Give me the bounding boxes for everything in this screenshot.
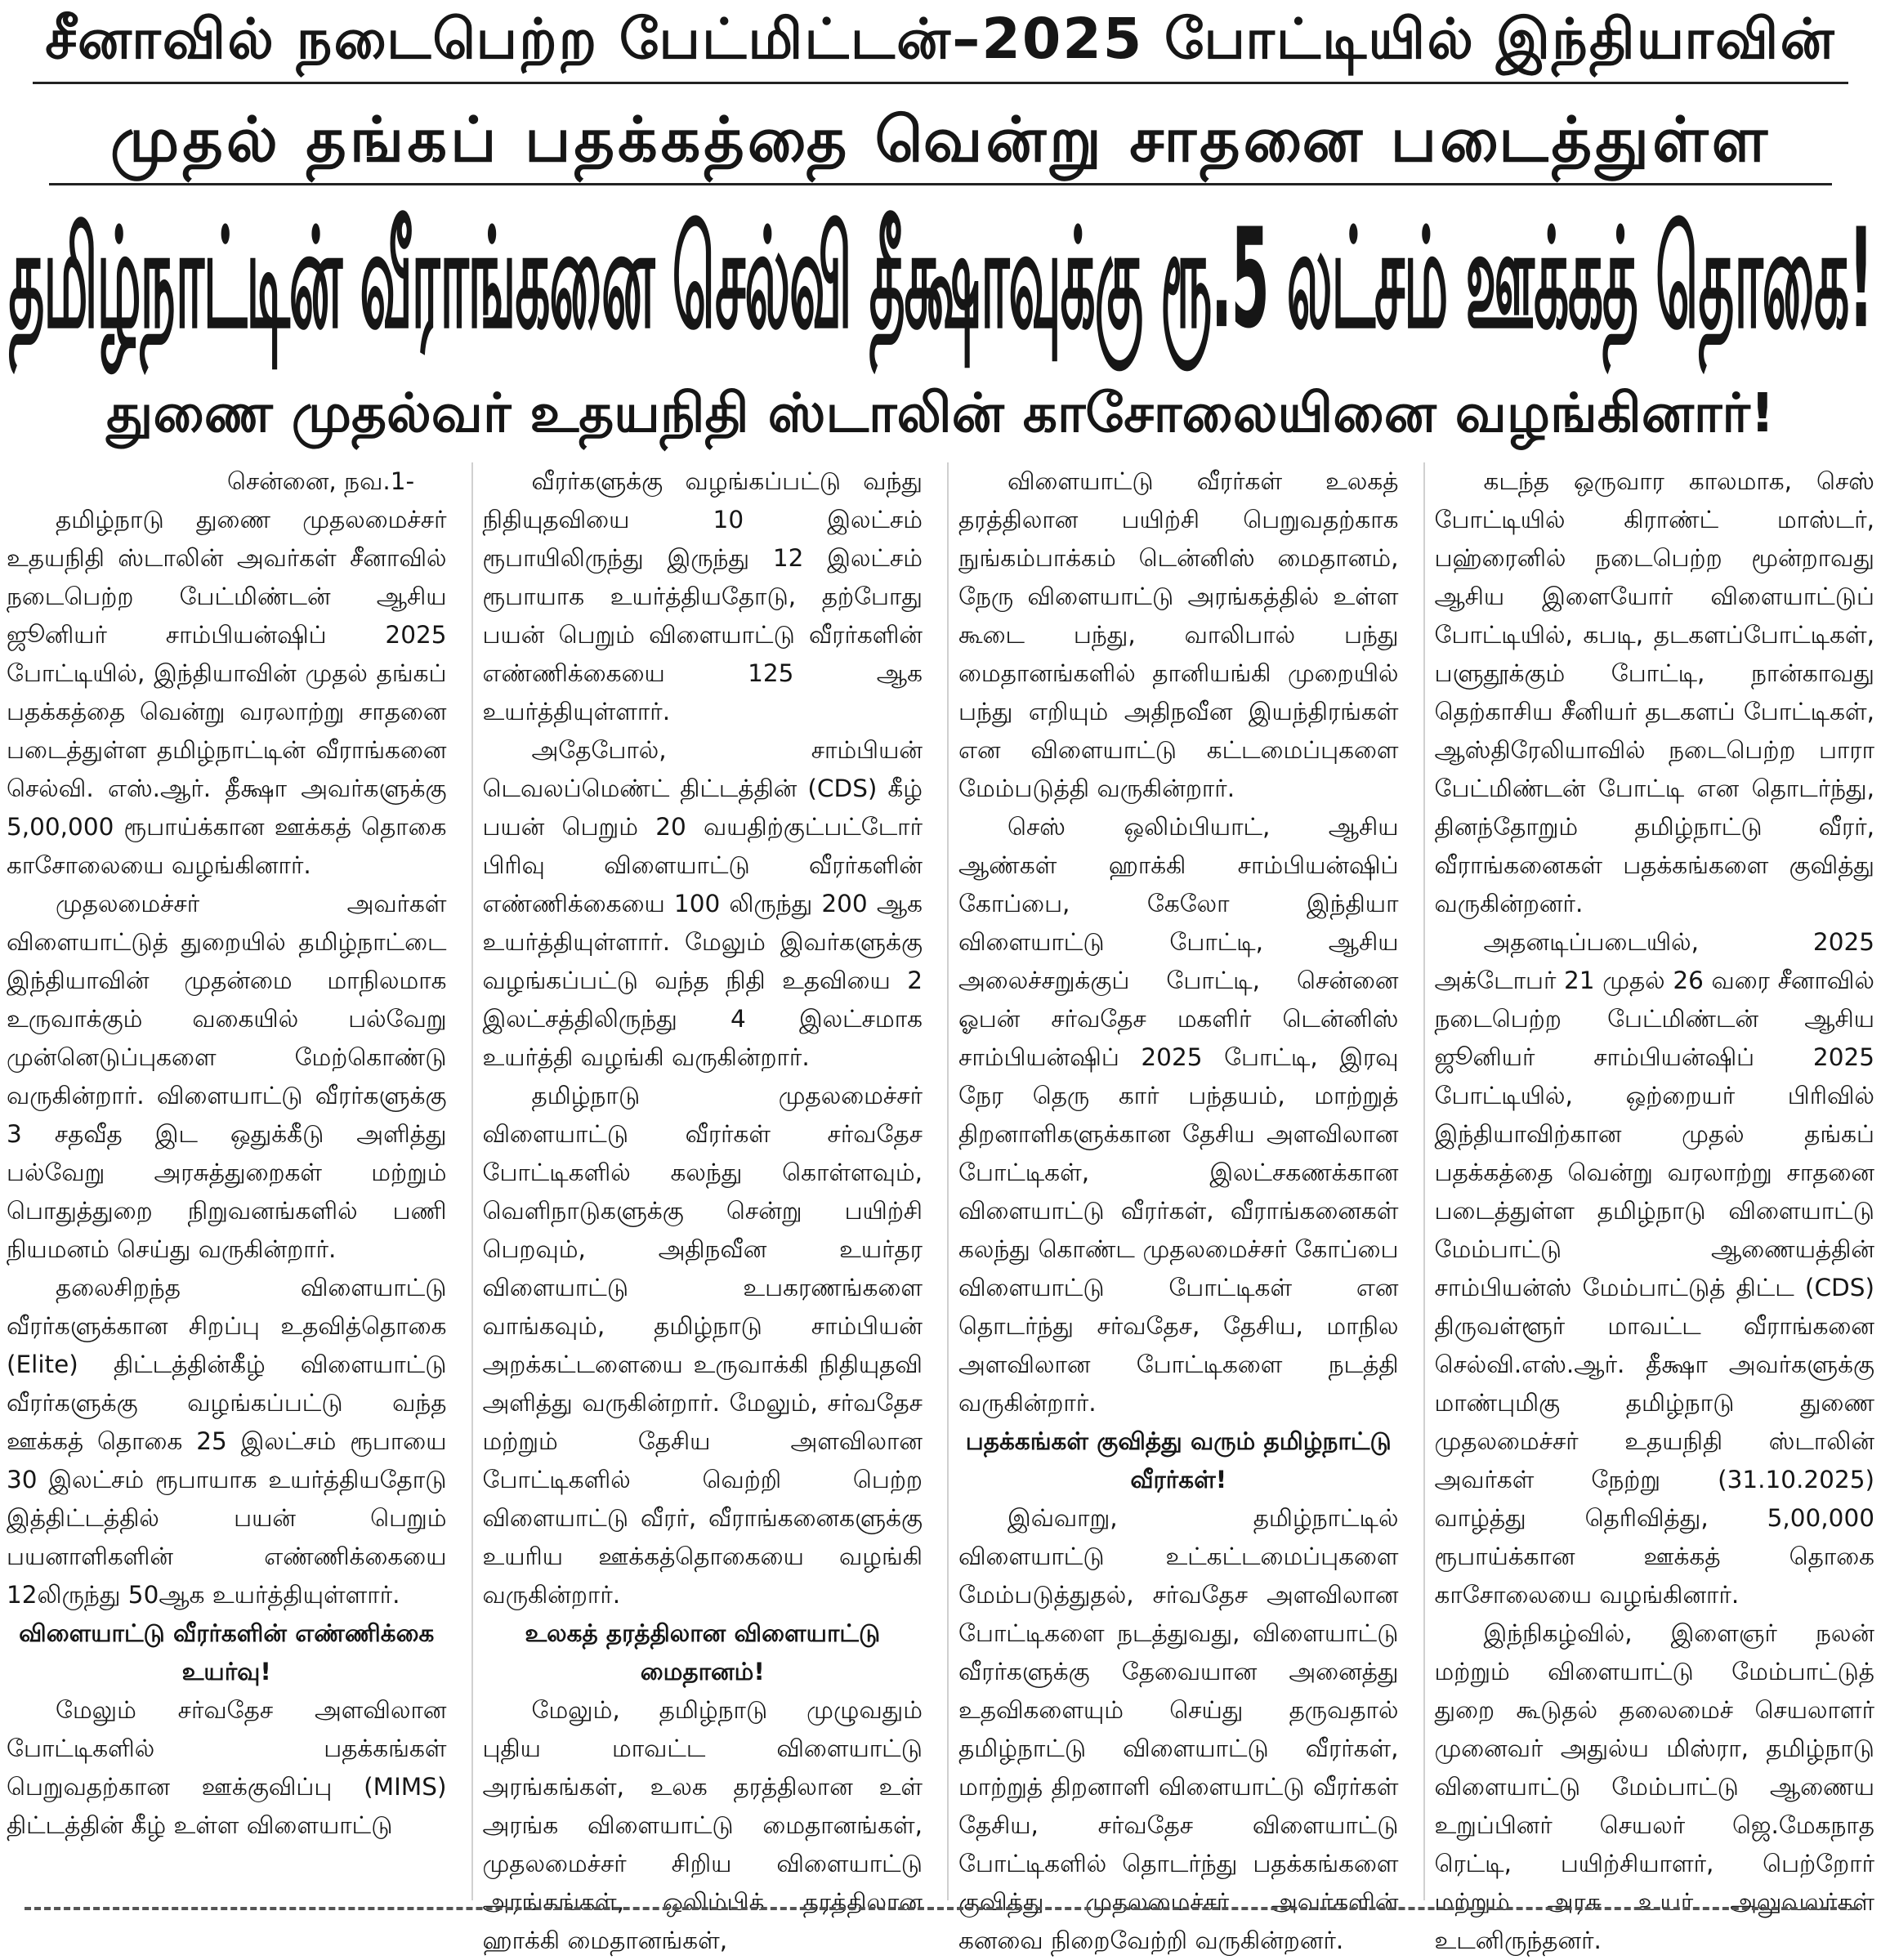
paragraph: மேலும், தமிழ்நாடு முழுவதும் புதிய மாவட்ட விளையாட்டு அரங்கங்கள், உலக தரத்திலான உள் அரங்க விளையாட்டு மைதானங்கள், முதலமைச்சர் சிறிய விளையாட்டு அரங்கங்கள், ஒலிம்பிக் தரத்திலான ஹாக்கி மைதானங்கள்,: [482, 1696, 923, 1954]
paragraph: அதேபோல், சாம்பியன் டெவலப்மெண்ட் திட்டத்தின் (CDS) கீழ் பயன் பெறும் 20 வயதிற்குட்பட்டோர் பிரிவு விளையாட்டு வீரர்களின் எண்ணிக்கையை 100 லிருந்து 200 ஆக உயர்த்தியுள்ளார். மேலும் இவர்களுக்கு வழங்கப்பட்டு வந்த நிதி உதவியை 2 இலட்சத்திலிருந்து 4 இலட்சமாக உயர்த்தி வழங்கி வருகின்றார்.: [482, 736, 923, 1071]
paragraph: இவ்வாறு, தமிழ்நாட்டில் விளையாட்டு உட்கட்டமைப்புகளை மேம்படுத்துதல், சர்வதேச அளவிலான போட்டிகளை நடத்துவது, விளையாட்டு வீரர்களுக்கு தேவையான அனைத்து உதவிகளையும் செய்து தருவதால் தமிழ்நாட்டு விளையாட்டு வீரர்கள், மாற்றுத் திறனாளி விளையாட்டு வீரர்கள் தேசிய, சர்வதேச விளையாட்டு போட்டிகளில் தொடர்ந்து பதக்கங்களை குவித்து முதலமைச்சர் அவர்களின் கனவை நிறைவேற்றி வருகின்றனர்.: [958, 1504, 1399, 1954]
article-columns: [7, 462, 1874, 1954]
paragraph: மேலும் சர்வதேச அளவிலான போட்டிகளில் பதக்கங்கள் பெறுவதற்கான ஊக்குவிப்பு (MIMS) திட்டத்தின் கீழ் உள்ள விளையாட்டு: [7, 1696, 447, 1839]
column-2: [471, 462, 923, 1954]
paragraph: முதலமைச்சர் அவர்கள் விளையாட்டுத் துறையில் தமிழ்நாட்டை இந்தியாவின் முதன்மை மாநிலமாக உருவாக்கும் வகையில் பல்வேறு முன்னெடுப்புகளை மேற்கொண்டு வருகின்றார். விளையாட்டு வீரர்களுக்கு 3 சதவீத இட ஒதுக்கீடு அளித்து பல்வேறு அரசுத்துறைகள் மற்றும் பொதுத்துறை நிறுவனங்களில் பணி நியமனம் செய்து வருகின்றார்.: [7, 890, 447, 1263]
headline: [8, 199, 1873, 363]
paragraph: அதனடிப்படையில், 2025 அக்டோபர் 21 முதல் 26 வரை சீனாவில் நடைபெற்ற பேட்மிண்டன் ஆசிய ஜூனியர் சாம்பியன்ஷிப் 2025 போட்டியில், ஒற்றையர் பிரிவில் இந்தியாவிற்கான முதல் தங்கப் பதக்கத்தை வென்று வரலாற்று சாதனை படைத்துள்ள தமிழ்நாடு விளையாட்டு மேம்பாட்டு ஆணையத்தின் சாம்பியன்ஸ் மேம்பாட்டுத் திட்ட (CDS) திருவள்ளூர் மாவட்ட வீராங்கனை செல்வி.எஸ்.ஆர். தீக்ஷா அவர்களுக்கு மாண்புமிகு தமிழ்நாடு துணை முதலமைச்சர் உதயநிதி ஸ்டாலின் அவர்கள் நேற்று (31.10.2025) வாழ்த்து தெரிவித்து, 5,00,000 ரூபாய்க்கான ஊக்கத் தொகை காசோலையை வழங்கினார்.: [1434, 928, 1874, 1609]
paragraph: இந்நிகழ்வில், இளைஞர் நலன் மற்றும் விளையாட்டு மேம்பாட்டுத் துறை கூடுதல் தலைமைச் செயலாளர் முனைவர் அதுல்ய மிஸ்ரா, தமிழ்நாடு விளையாட்டு மேம்பாட்டு ஆணைய உறுப்பினர் செயலர் ஜெ.மேகநாத ரெட்டி, பயிற்சியாளர், பெற்றோர் மற்றும் அரசு உயர் அலுவலர்கள் உடனிருந்தனர்.: [1434, 1619, 1874, 1954]
headline-text: தமிழ்நாட்டின் வீராங்கனை செல்வி தீக்ஷாவுக்கு ரூ.5 லட்சம் ஊக்கத் தொகை!: [8, 199, 1873, 359]
column-1: [7, 462, 447, 1900]
column-4: [1423, 462, 1875, 1954]
kicker-line-1: சீனாவில் நடைபெற்ற பேட்மிட்டன்–2025 போட்டியில் இந்தியாவின்: [33, 5, 1848, 84]
paragraph: செஸ் ஒலிம்பியாட், ஆசிய ஆண்கள் ஹாக்கி சாம்பியன்ஷிப் கோப்பை, கேலோ இந்தியா விளையாட்டு போட்டி, ஆசிய அலைச்சறுக்குப் போட்டி, சென்னை ஓபன் சர்வதேச மகளிர் டென்னிஸ் சாம்பியன்ஷிப் 2025 போட்டி, இரவு நேர தெரு கார் பந்தயம், மாற்றுத் திறனாளிகளுக்கான தேசிய அளவிலான போட்டிகள், இலட்சகணக்கான விளையாட்டு வீரர்கள், வீராங்கனைகள் கலந்து கொண்ட முதலமைச்சர் கோப்பை விளையாட்டு போட்டிகள் என தொடர்ந்து சர்வதேச, தேசிய, மாநில அளவிலான போட்டிகளை நடத்தி வருகின்றார்.: [958, 813, 1399, 1417]
section-subhead: விளையாட்டு வீரர்களின் எண்ணிக்கை உயர்வு!: [19, 1619, 435, 1685]
subheadline: துணை முதல்வர் உதயநிதி ஸ்டாலின் காசோலையினை வழங்கினார்!: [106, 382, 1775, 444]
paragraph: தலைசிறந்த விளையாட்டு வீரர்களுக்கான சிறப்பு உதவித்தொகை (Elite) திட்டத்தின்கீழ் விளையாட்டு வீரர்களுக்கு வழங்கப்பட்டு வந்த ஊக்கத் தொகை 25 இலட்சம் ரூபாயை 30 இலட்சம் ரூபாயாக உயர்த்தியதோடு இத்திட்டத்தில் பயன் பெறும் பயனாளிகளின் எண்ணிக்கையை 12லிருந்து 50ஆக உயர்த்தியுள்ளார்.: [7, 1274, 447, 1609]
section-subhead: உலகத் தரத்திலான விளையாட்டு மைதானம்!: [525, 1619, 881, 1685]
column-3: [947, 462, 1399, 1954]
dateline: சென்னை, நவ.1-: [227, 467, 415, 495]
paragraph: கடந்த ஒருவார காலமாக, செஸ் போட்டியில் கிராண்ட் மாஸ்டர், பஹ்ரைனில் நடைபெற்ற மூன்றாவது ஆசிய இளையோர் விளையாட்டுப் போட்டியில், கபடி, தடகளப்போட்டிகள், பளுதூக்கும் போட்டி, நான்காவது தெற்காசிய சீனியர் தடகளப் போட்டிகள், ஆஸ்திரேலியாவில் நடைபெற்ற பாரா பேட்மிண்டன் போட்டி என தொடர்ந்து, தினந்தோறும் தமிழ்நாட்டு வீரர், வீராங்கனைகள் பதக்கங்களை குவித்து வருகின்றனர்.: [1434, 467, 1874, 917]
paragraph: வீரர்களுக்கு வழங்கப்பட்டு வந்து நிதியுதவியை 10 இலட்சம் ரூபாயிலிருந்து இருந்து 12 இலட்சம் ரூபாயாக உயர்த்தியதோடு, தற்போது பயன் பெறும் விளையாட்டு வீரர்களின் எண்ணிக்கையை 125 ஆக உயர்த்தியுள்ளார்.: [482, 467, 923, 726]
paragraph: தமிழ்நாடு துணை முதலமைச்சர் உதயநிதி ஸ்டாலின் அவர்கள் சீனாவில் நடைபெற்ற பேட்மிண்டன் ஆசிய ஜூனியர் சாம்பியன்ஷிப் 2025 போட்டியில், இந்தியாவின் முதல் தங்கப் பதக்கத்தை வென்று வரலாற்று சாதனை படைத்துள்ள தமிழ்நாட்டின் வீராங்கனை செல்வி. எஸ்.ஆர். தீக்ஷா அவர்களுக்கு 5,00,000 ரூபாய்க்கான ஊக்கத் தொகை காசோலையை வழங்கினார்.: [7, 506, 447, 879]
section-subhead: பதக்கங்கள் குவித்து வரும் தமிழ்நாட்டு வீரர்கள்!: [965, 1427, 1392, 1493]
paragraph: விளையாட்டு வீரர்கள் உலகத் தரத்திலான பயிற்சி பெறுவதற்காக நுங்கம்பாக்கம் டென்னிஸ் மைதானம், நேரு விளையாட்டு அரங்கத்தில் உள்ள கூடை பந்து, வாலிபால் பந்து மைதானங்களில் தானியங்கி முறையில் பந்து எறியும் அதிநவீன இயந்திரங்கள் என விளையாட்டு கட்டமைப்புகளை மேம்படுத்தி வருகின்றார்.: [958, 467, 1399, 802]
bottom-dashed-rule: [25, 1907, 1856, 1910]
paragraph: தமிழ்நாடு முதலமைச்சர் விளையாட்டு வீரர்கள் சர்வதேச போட்டிகளில் கலந்து கொள்ளவும், வெளிநாடுகளுக்கு சென்று பயிற்சி பெறவும், அதிநவீன உயர்தர விளையாட்டு உபகரணங்களை வாங்கவும், தமிழ்நாடு சாம்பியன் அறக்கட்டளையை உருவாக்கி நிதியுதவி அளித்து வருகின்றார். மேலும், சர்வதேச மற்றும் தேசிய அளவிலான போட்டிகளில் வெற்றி பெற்ற விளையாட்டு வீரர், வீராங்கனைகளுக்கு உயரிய ஊக்கத்தொகையை வழங்கி வருகின்றார்.: [482, 1082, 923, 1609]
kicker-line-2: முதல் தங்கப் பதக்கத்தை வென்று சாதனை படைத்துள்ள: [49, 105, 1832, 185]
